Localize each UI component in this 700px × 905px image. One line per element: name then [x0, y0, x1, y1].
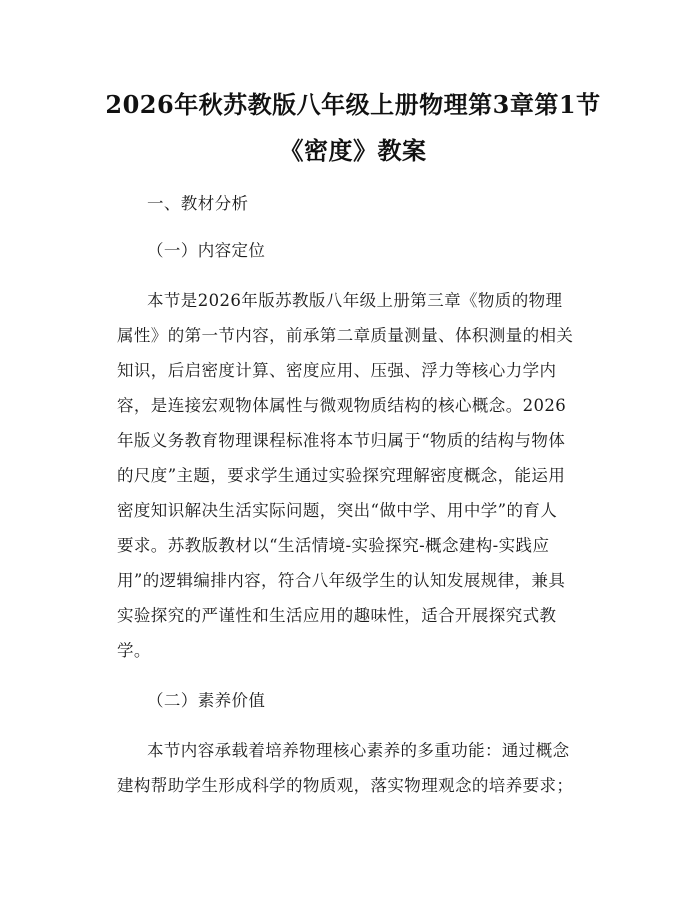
paragraph-line: 容，是连接宏观物体属性与微观物质结构的核心概念。2026 — [117, 396, 567, 415]
document-title: 2026年秋苏教版八年级上册物理第3章第1节《密度》教案 — [105, 90, 601, 165]
paragraph-line: 的尺度”主题，要求学生通过实验探究理解密度概念，能运用 — [117, 466, 566, 485]
paragraph-line: 本节内容承载着培养物理核心素养的多重功能：通过概念 — [147, 741, 570, 760]
paragraph-line: 实验探究的严谨性和生活应用的趣味性，适合开展探究式教 — [117, 606, 557, 625]
paragraph-line: 密度知识解决生活实际问题，突出“做中学、用中学”的育人 — [117, 501, 558, 520]
paragraph-line: 属性》的第一节内容，前承第二章质量测量、体积测量的相关 — [117, 326, 574, 345]
subsection-heading-content-positioning: （一）内容定位 — [147, 241, 266, 260]
paragraph-line: 年版义务教育物理课程标准将本节归属于“物质的结构与物体 — [117, 431, 566, 450]
paragraph-line: 要求。苏教版教材以“生活情境-实验探究-概念建构-实践应 — [117, 536, 550, 555]
paragraph-line: 知识，后启密度计算、密度应用、压强、浮力等核心力学内 — [117, 361, 557, 380]
paragraph-line: 建构帮助学生形成科学的物质观，落实物理观念的培养要求； — [117, 776, 574, 795]
paragraph-line: 本节是2026年版苏教版八年级上册第三章《物质的物理 — [147, 291, 563, 310]
subsection-heading-literacy-value: （二）素养价值 — [147, 691, 266, 710]
paragraph-line: 学。 — [117, 641, 151, 660]
paragraph-line: 用”的逻辑编排内容，符合八年级学生的认知发展规律，兼具 — [117, 571, 566, 590]
section-heading-teaching-material-analysis: 一、教材分析 — [147, 194, 249, 213]
